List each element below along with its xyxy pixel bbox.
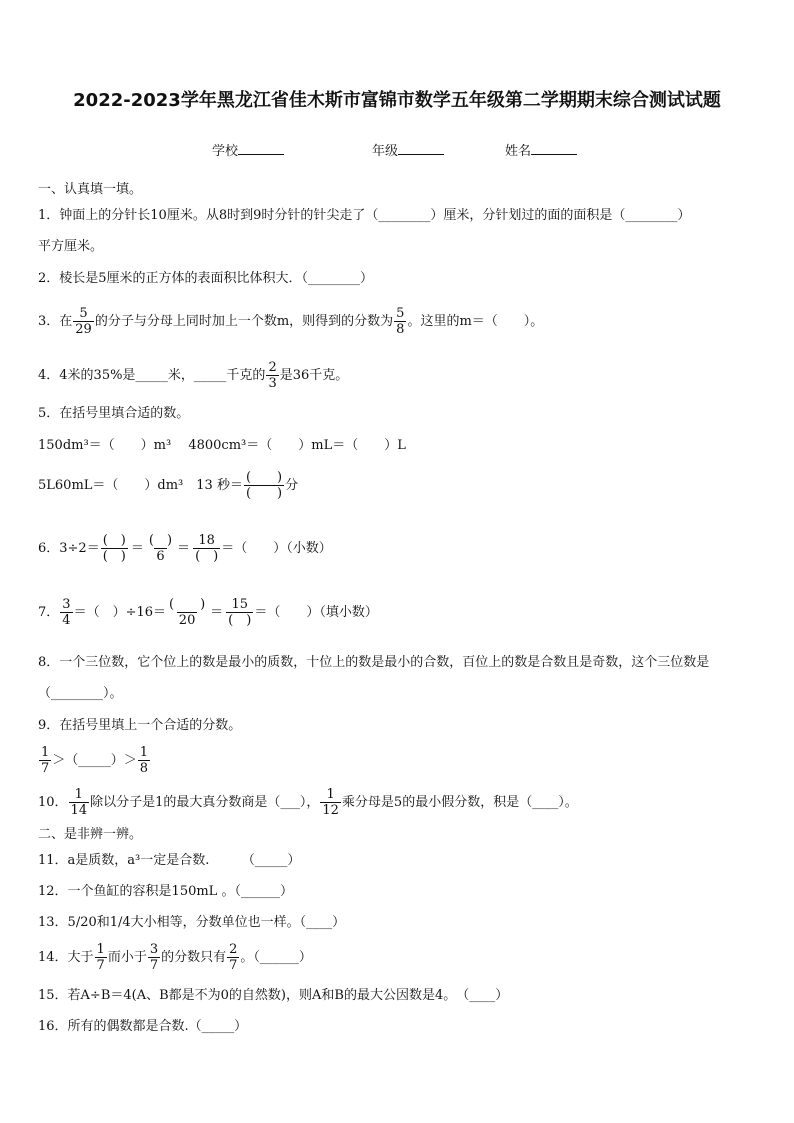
question-16: 16．所有的偶数都是合数.（_____） — [38, 1019, 248, 1034]
question-15: 15．若A÷B＝4(A、B都是不为0的自然数)，则A和B的最大公因数是4。 （____） — [38, 988, 509, 1003]
question-9: 9．在括号里填上一个合适的分数。 — [38, 718, 242, 733]
page-title: 2022-2023学年黑龙江省佳木斯市富锦市数学五年级第二学期期末综合测试试题 — [73, 90, 721, 111]
question-5: 5．在括号里填合适的数。 — [38, 406, 190, 421]
question-4: 4．4米的35%是_____米，_____千克的 $\frac{2}{3}$ 是36千克。 — [38, 360, 349, 391]
school-blank[interactable] — [238, 142, 284, 155]
question-8-line-1: 8．一个三位数，它个位上的数是最小的质数，十位上的数是最小的合数，百位上的数是合数且是奇数，这个三位数是 — [38, 655, 710, 670]
question-13: 13．5/20和1/4大小相等，分数单位也一样。（____） — [38, 915, 346, 930]
question-9-answer: $\frac{1}{7}$ ＞（_____）＞ $\frac{1}{8}$ — [41, 745, 149, 776]
fraction-5-8: $\frac{5}{8}$ — [396, 306, 405, 337]
grade-blank[interactable] — [398, 142, 444, 155]
question-1-line-2: 平方厘米。 — [38, 239, 104, 254]
question-7: 7． $\frac{3}{4}$ ＝（ ）÷16＝ $\frac{( )}{20}$ ＝ $\frac{15}{( )}$ ＝（ ）（填小数） — [38, 597, 378, 628]
question-8-line-2: （________）。 — [38, 686, 123, 701]
question-11: 11．a是质数，a³一定是合数. （_____） — [38, 853, 301, 868]
name-blank[interactable] — [531, 142, 577, 155]
section-heading-1: 一、认真填一填。 — [38, 182, 143, 197]
question-14: 14．大于 $\frac{1}{7}$ 而小于 $\frac{3}{7}$ 的分数只有 $\frac{2}{7}$ 。（______） — [38, 942, 312, 973]
section-heading-2: 二、是非辨一辨。 — [38, 827, 143, 842]
grade-field: 年级 — [372, 140, 444, 159]
name-field: 姓名 — [505, 140, 577, 159]
fraction-2-3: $\frac{2}{3}$ — [268, 360, 277, 391]
fraction-blank: $\frac{( )}{( )}$ — [245, 470, 283, 501]
question-12: 12．一个鱼缸的容积是150mL 。（______） — [38, 884, 293, 899]
question-3: 3．在 $\frac{5}{29}$ 的分子与分母上同时加上一个数m，则得到的分数为 $\frac{5}{8}$ 。这里的m＝（ ）。 — [38, 306, 544, 337]
question-10: 10． $\frac{1}{14}$ 除以分子是1的最大真分数商是（___）， $\frac{1}{12}$ 乘分母是5的最小假分数，积是（____）。 — [38, 787, 578, 818]
question-6: 6．3÷2＝ $\frac{( )}{( )}$ ＝ $\frac{( )}{6}$ ＝ $\frac{18}{( )}$ ＝（ ）（小数） — [38, 533, 332, 564]
question-5-row-a: 150dm³＝（ ）m³ 4800cm³＝（ ）mL＝（ ）L — [38, 438, 406, 453]
question-5-row-b: 5L60mL＝（ ）dm³ 13 秒＝ $\frac{( )}{( )}$ 分 — [38, 470, 299, 501]
fraction-5-29: $\frac{5}{29}$ — [75, 306, 92, 337]
question-2: 2．棱长是5厘米的正方体的表面积比体积大．（________） — [38, 271, 374, 286]
question-1-line-1: 1．钟面上的分针长10厘米。从8时到9时分针的针尖走了（________）厘米，分针划过的面的面积是（________） — [38, 208, 691, 223]
school-field: 学校 — [212, 140, 284, 159]
